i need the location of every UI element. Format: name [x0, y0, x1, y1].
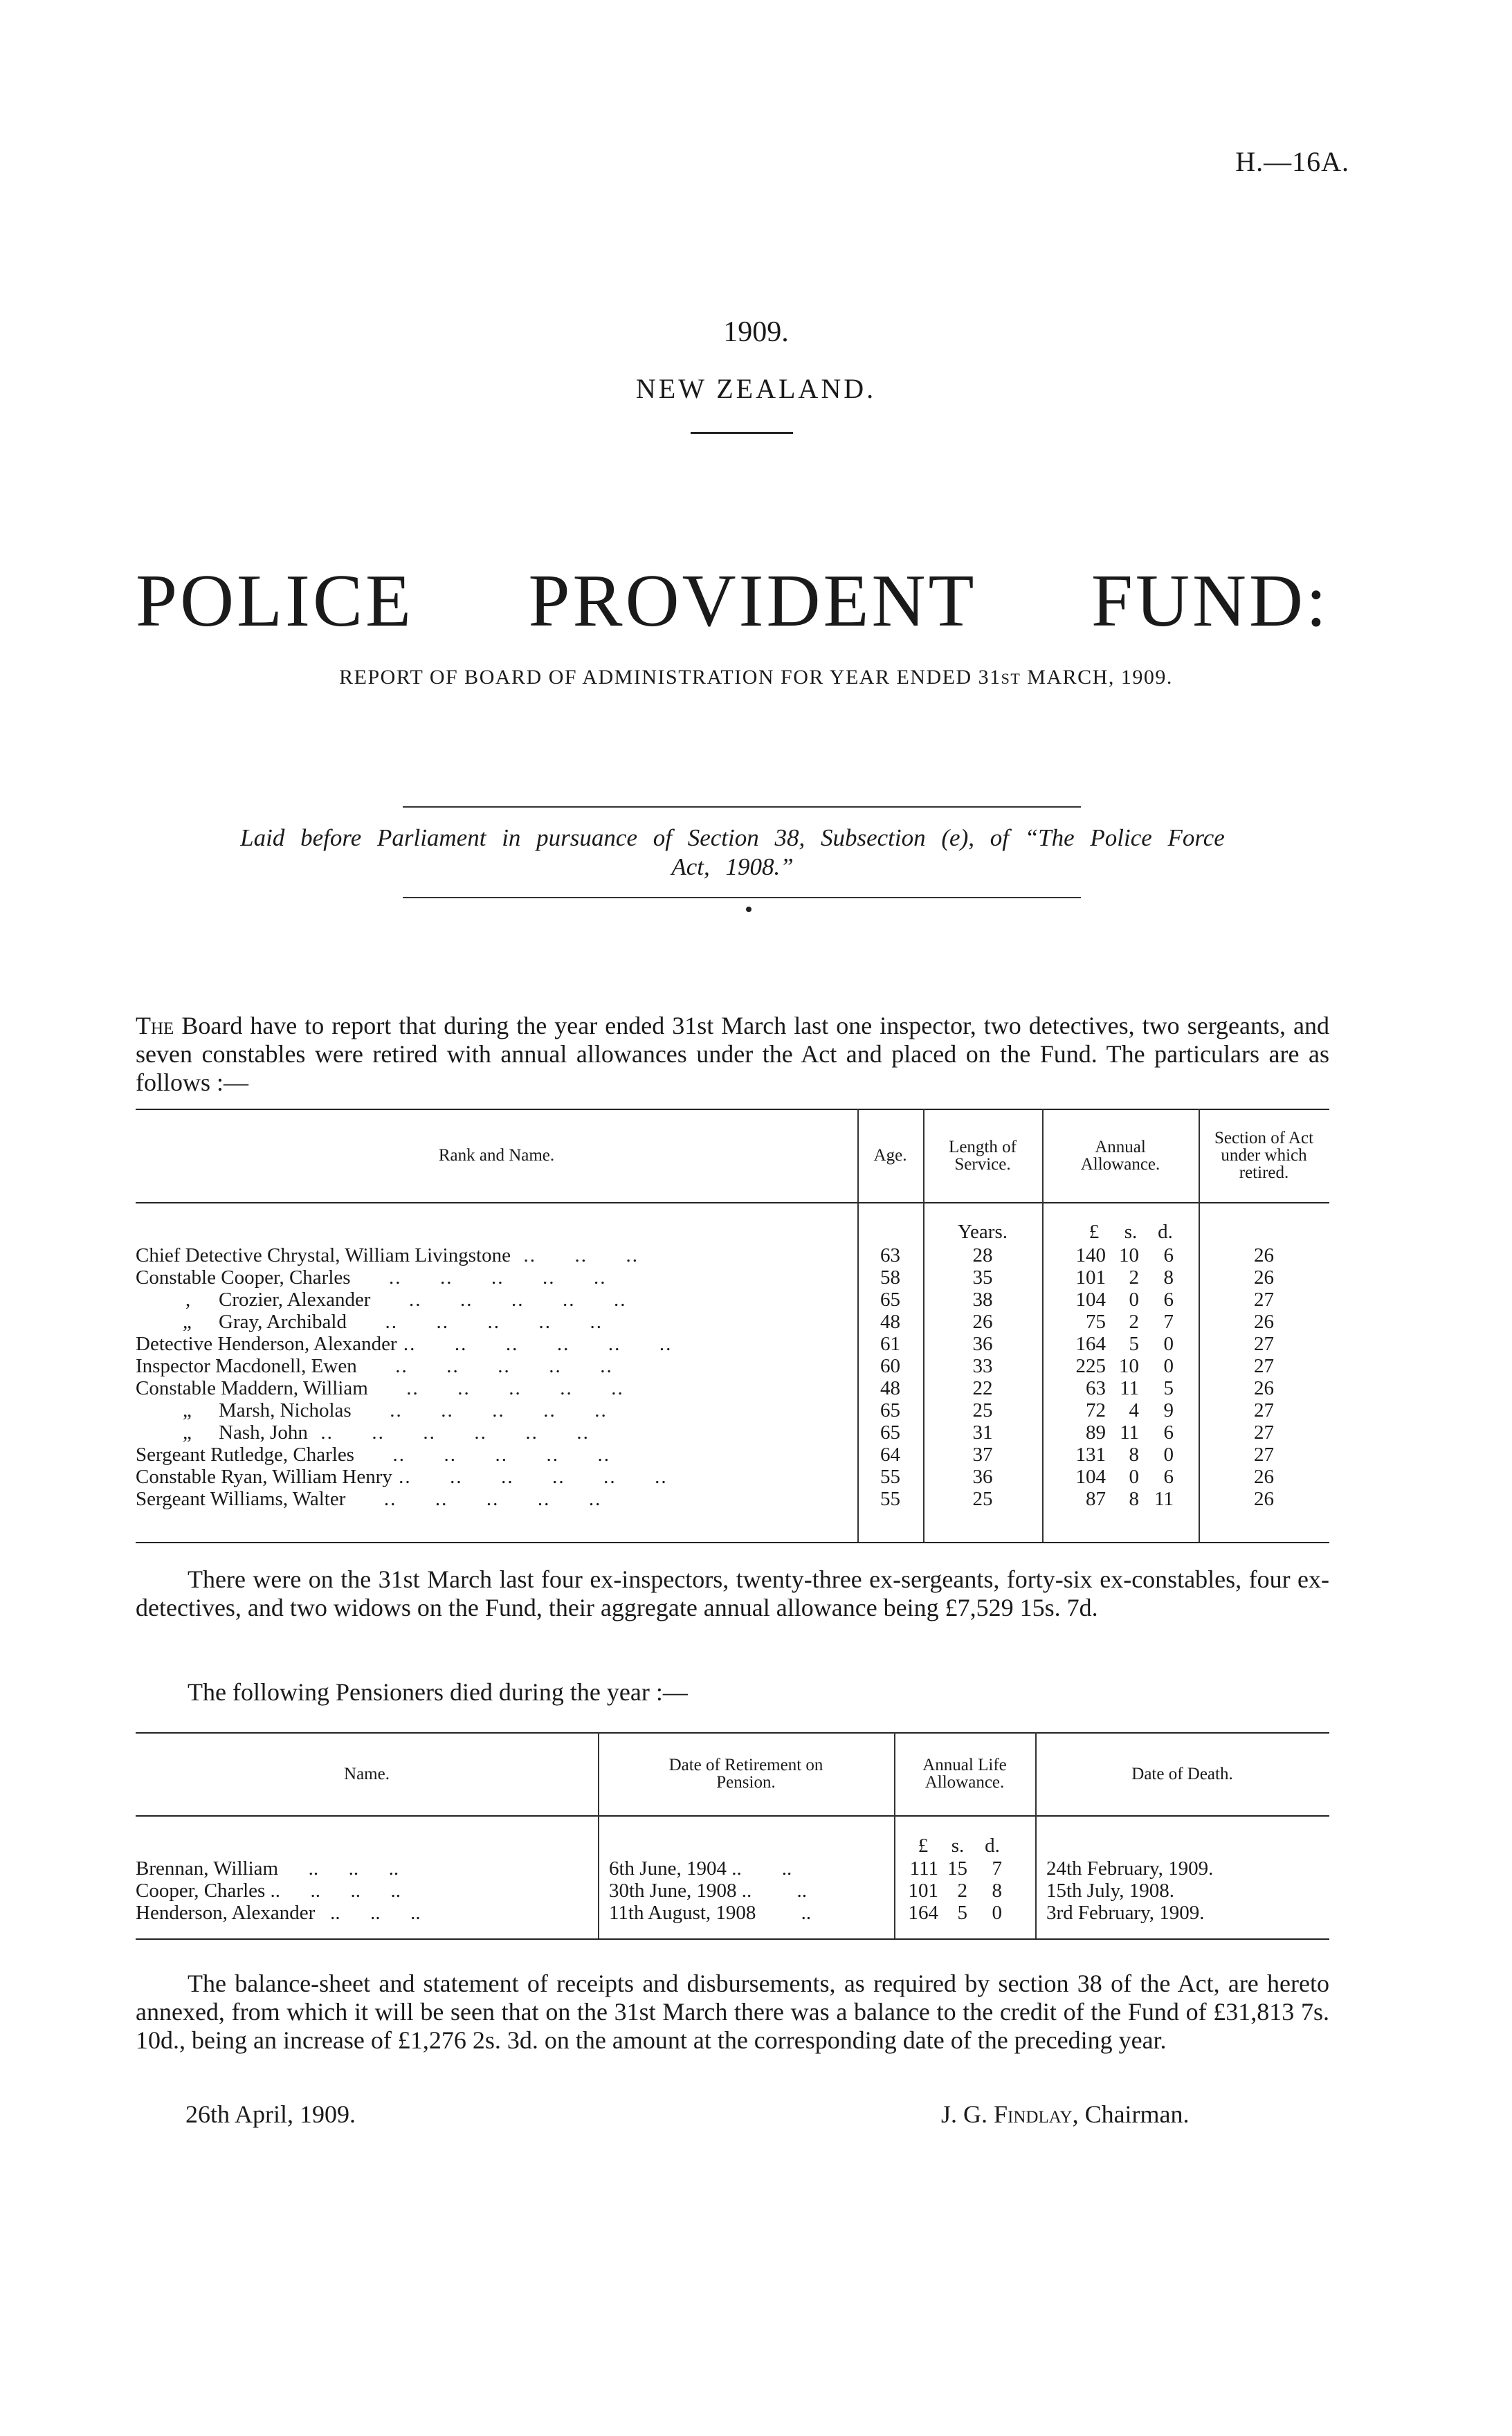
signature	[941, 2100, 1190, 2129]
ditto-mark: „	[183, 1311, 192, 1333]
death-date-cell: 3rd February, 1909.	[1046, 1902, 1205, 1924]
rank-name-cell	[136, 1377, 845, 1399]
service-cell: 37	[972, 1444, 993, 1466]
intro-paragraph	[136, 1012, 1329, 1097]
pensioner-name: Brennan, William	[136, 1857, 279, 1880]
pounds-cell: 111	[909, 1857, 938, 1880]
retiree-name: Sergeant Williams, Walter	[136, 1488, 346, 1510]
header-life-line2: Allowance.	[924, 1773, 1005, 1792]
retirement-date: 6th June, 1904	[609, 1857, 727, 1880]
service-cell: 28	[972, 1244, 993, 1266]
table-rule	[136, 1202, 1329, 1203]
pence-cell: 0	[1163, 1444, 1174, 1466]
header-length-of-service	[923, 1109, 1042, 1202]
shillings-cell: 5	[1129, 1333, 1139, 1355]
retirement-date: 11th August, 1908	[609, 1902, 756, 1924]
table-row	[136, 1466, 1329, 1488]
rank-name-cell	[136, 1444, 845, 1466]
table-row	[136, 1244, 1329, 1266]
unit-pounds: £	[918, 1835, 929, 1857]
age-cell: 65	[880, 1421, 900, 1444]
leader-dots: .. .. .. .. ..	[354, 1444, 610, 1466]
leader-dots: .. .. .. .. ..	[370, 1289, 627, 1311]
shillings-cell: 2	[957, 1880, 967, 1902]
subtitle-superscript: ST	[1001, 670, 1021, 687]
pence-cell: 6	[1163, 1466, 1174, 1488]
laid-line-2: Act, 1908.”	[671, 853, 794, 880]
rank-name-cell	[136, 1289, 928, 1311]
death-date-cell: 24th February, 1909.	[1046, 1857, 1214, 1880]
leader-dots: .. .. .. .. .. ..	[392, 1466, 668, 1488]
section-cell: 26	[1254, 1377, 1274, 1399]
retiree-name: Inspector Macdonell, Ewen	[136, 1355, 357, 1377]
pounds-cell: 104	[1075, 1466, 1106, 1488]
leader-dots: .. .. .. .. ..	[367, 1377, 624, 1399]
service-cell: 25	[972, 1488, 993, 1510]
divider	[403, 897, 1081, 898]
section-cell: 27	[1254, 1289, 1274, 1311]
deceased-pensioners-table	[136, 1732, 1329, 1940]
pounds-cell: 75	[1086, 1311, 1106, 1333]
pence-cell: 6	[1163, 1289, 1174, 1311]
pounds-cell: 164	[1075, 1333, 1106, 1355]
service-cell: 35	[972, 1266, 993, 1289]
table-row	[136, 1266, 1329, 1289]
signature-role: , Chairman.	[1072, 2100, 1190, 2128]
header-annual-life-allowance	[894, 1732, 1035, 1815]
pounds-cell: 140	[1075, 1244, 1106, 1266]
service-cell: 36	[972, 1333, 993, 1355]
ditto-mark: „	[183, 1421, 192, 1444]
rank-name-cell	[136, 1421, 928, 1444]
retiree-name: Sergeant Rutledge, Charles	[136, 1444, 354, 1466]
section-cell: 27	[1254, 1355, 1274, 1377]
service-cell: 33	[972, 1355, 993, 1377]
service-cell: 36	[972, 1466, 993, 1488]
retiree-name: Crozier, Alexander	[219, 1289, 371, 1311]
shillings-cell: 8	[1129, 1444, 1139, 1466]
pounds-cell: 131	[1075, 1444, 1106, 1466]
table-row	[136, 1355, 1329, 1377]
units-row	[136, 1835, 1329, 1857]
table-row	[136, 1399, 1329, 1421]
pence-cell: 0	[992, 1902, 1002, 1924]
fund-paragraph: There were on the 31st March last four ex-inspectors, twenty-three ex-sergeants, forty-six ex-constables, four ex-detectives, and two widows on the Fund, their aggregate annual allowance being £7,529 15s. 7d.	[136, 1565, 1329, 1621]
header-name: Name.	[344, 1764, 390, 1783]
retirement-date-cell	[609, 1880, 891, 1902]
pounds-cell: 63	[1086, 1377, 1106, 1399]
retiree-name: Constable Cooper, Charles	[136, 1266, 351, 1289]
section-cell: 26	[1254, 1266, 1274, 1289]
age-cell: 65	[880, 1399, 900, 1421]
header-rank-name: Rank and Name.	[438, 1146, 555, 1165]
retiree-name: Nash, John	[219, 1421, 308, 1444]
shillings-cell: 10	[1119, 1355, 1139, 1377]
leader-dots: .. .. .. .. ..	[350, 1266, 607, 1289]
unit-pence: d.	[1158, 1221, 1173, 1243]
header-section-of-act	[1199, 1109, 1329, 1202]
pensioner-name: Henderson, Alexander	[136, 1902, 316, 1924]
rank-name-cell	[136, 1355, 845, 1377]
age-cell: 61	[880, 1333, 900, 1355]
header-section-line3: retired.	[1239, 1163, 1289, 1182]
table-row	[136, 1421, 1329, 1444]
service-cell: 22	[972, 1377, 993, 1399]
leader-dots: .. .. .. .. .. ..	[397, 1333, 673, 1355]
age-cell: 48	[880, 1377, 900, 1399]
divider	[691, 432, 793, 434]
retiree-name: Constable Maddern, William	[136, 1377, 368, 1399]
header-retire-line2: Pension.	[716, 1773, 776, 1792]
rank-name-cell	[136, 1311, 928, 1333]
table-row	[136, 1902, 1329, 1924]
unit-pounds: £	[1089, 1221, 1100, 1243]
shillings-cell: 10	[1119, 1244, 1139, 1266]
service-cell: 38	[972, 1289, 993, 1311]
retiree-name: Marsh, Nicholas	[219, 1399, 352, 1421]
service-cell: 31	[972, 1421, 993, 1444]
table-row	[136, 1444, 1329, 1466]
leader-dots: ..	[756, 1902, 812, 1924]
pence-cell: 8	[992, 1880, 1002, 1902]
service-cell: 26	[972, 1311, 993, 1333]
name-cell	[136, 1902, 594, 1924]
subtitle-text-b: MARCH, 1909.	[1021, 666, 1173, 689]
age-cell: 60	[880, 1355, 900, 1377]
laid-before-parliament	[136, 824, 1329, 882]
leader-dots: .. ..	[736, 1880, 807, 1902]
report-subtitle	[0, 666, 1512, 689]
ornament-dot	[746, 907, 752, 912]
rank-name-cell	[136, 1488, 845, 1510]
pensioner-name: Cooper, Charles	[136, 1880, 266, 1902]
unit-pence: d.	[985, 1835, 1000, 1857]
leader-dots: .. .. ..	[278, 1857, 399, 1880]
ditto-mark: „	[183, 1399, 192, 1421]
shillings-cell: 2	[1129, 1311, 1139, 1333]
section-cell: 27	[1254, 1399, 1274, 1421]
title-word-provident: PROVIDENT	[528, 560, 977, 642]
shillings-cell: 0	[1129, 1466, 1139, 1488]
header-service-line1: Length of	[949, 1137, 1017, 1156]
report-date: 26th April, 1909.	[185, 2100, 356, 2128]
header-section-line2: under which	[1221, 1146, 1307, 1165]
pence-cell: 5	[1163, 1377, 1174, 1399]
pence-cell: 11	[1154, 1488, 1174, 1510]
retiree-name: Gray, Archibald	[219, 1311, 347, 1333]
section-cell: 26	[1254, 1488, 1274, 1510]
header-allowance-line2: Allowance.	[1080, 1154, 1160, 1174]
shillings-cell: 8	[1129, 1488, 1139, 1510]
pence-cell: 6	[1163, 1421, 1174, 1444]
ditto-mark: ,	[185, 1289, 191, 1311]
section-cell: 27	[1254, 1421, 1274, 1444]
table-rule	[136, 1938, 1329, 1940]
pounds-cell: 101	[1075, 1266, 1106, 1289]
retirement-date-cell	[609, 1857, 891, 1880]
title-word-police: POLICE	[136, 560, 414, 642]
divider	[403, 806, 1081, 808]
retirements-table	[136, 1109, 1329, 1543]
pounds-cell: 225	[1075, 1355, 1106, 1377]
laid-line-1: Laid before Parliament in pursuance of Section 38, Subsection (e), of “The Police Force	[240, 824, 1225, 851]
leader-dots: .. .. ..	[510, 1244, 639, 1266]
table-row	[136, 1488, 1329, 1510]
leader-dots: .. .. .. .. .. ..	[307, 1421, 590, 1444]
section-cell: 26	[1254, 1311, 1274, 1333]
page-title	[136, 560, 1329, 642]
intro-text: Board have to report that during the year ended 31st March last one inspector, two detectives, two sergeants, and seven constables were retired with annual allowances under the Act and placed on the Fund. The particulars are as follows :—	[136, 1012, 1329, 1096]
header-date-of-retirement	[598, 1732, 894, 1815]
death-date-cell: 15th July, 1908.	[1046, 1880, 1175, 1902]
name-cell	[136, 1880, 594, 1902]
intro-lead-word: The	[136, 1012, 174, 1039]
rank-name-cell	[136, 1266, 845, 1289]
age-cell: 64	[880, 1444, 900, 1466]
rank-name-cell	[136, 1399, 928, 1421]
unit-shillings: s.	[1124, 1221, 1138, 1243]
name-cell	[136, 1857, 594, 1880]
section-cell: 27	[1254, 1333, 1274, 1355]
section-cell: 27	[1254, 1444, 1274, 1466]
unit-shillings: s.	[951, 1835, 965, 1857]
shillings-cell: 5	[957, 1902, 967, 1924]
shillings-cell: 15	[947, 1857, 967, 1880]
retiree-name: Detective Henderson, Alexander	[136, 1333, 397, 1355]
pounds-cell: 164	[908, 1902, 938, 1924]
country-heading: NEW ZEALAND.	[635, 373, 877, 404]
retiree-name: Chief Detective Chrystal, William Livingstone	[136, 1244, 511, 1266]
shillings-cell: 0	[1129, 1289, 1139, 1311]
leader-dots: .. .. .. .. ..	[356, 1355, 613, 1377]
leader-dots: .. .. .. .. ..	[346, 1311, 603, 1333]
retirement-date-cell	[609, 1902, 891, 1924]
header-service-line2: Service.	[954, 1154, 1011, 1174]
pence-cell: 0	[1163, 1355, 1174, 1377]
age-cell: 65	[880, 1289, 900, 1311]
pounds-cell: 87	[1086, 1488, 1106, 1510]
retiree-name: Constable Ryan, William Henry	[136, 1466, 392, 1488]
header-age: Age.	[873, 1146, 907, 1165]
header-retire-line1: Date of Retirement on	[668, 1756, 823, 1774]
document-year: 1909.	[723, 316, 789, 348]
header-allowance-line1: Annual	[1095, 1137, 1146, 1156]
age-cell: 55	[880, 1466, 900, 1488]
pence-cell: 0	[1163, 1333, 1174, 1355]
age-cell: 58	[880, 1266, 900, 1289]
pounds-cell: 101	[908, 1880, 938, 1902]
leader-dots: .. ..	[726, 1857, 792, 1880]
header-annual-allowance	[1042, 1109, 1199, 1202]
pounds-cell: 72	[1086, 1399, 1106, 1421]
age-cell: 48	[880, 1311, 900, 1333]
shillings-cell: 11	[1120, 1377, 1139, 1399]
table-row	[136, 1857, 1329, 1880]
leader-dots: .. .. ..	[315, 1902, 421, 1924]
signature-initials: J. G.	[941, 2100, 994, 2128]
table-row	[136, 1289, 1329, 1311]
shillings-cell: 11	[1120, 1421, 1139, 1444]
table-row	[136, 1311, 1329, 1333]
subtitle-text-a: REPORT OF BOARD OF ADMINISTRATION FOR YEAR ENDED 31	[339, 666, 1001, 689]
title-word-fund: FUND:	[1091, 560, 1329, 642]
pounds-cell: 104	[1075, 1289, 1106, 1311]
pence-cell: 7	[1163, 1311, 1174, 1333]
units-row	[136, 1221, 1329, 1243]
age-cell: 55	[880, 1488, 900, 1510]
table-rule	[136, 1815, 1329, 1817]
age-cell: 63	[880, 1244, 900, 1266]
table-row	[136, 1377, 1329, 1399]
document-reference: H.—16A.	[1235, 146, 1349, 177]
leader-dots: .. .. .. .. ..	[345, 1488, 602, 1510]
pence-cell: 7	[992, 1857, 1002, 1880]
section-cell: 26	[1254, 1466, 1274, 1488]
pence-cell: 9	[1163, 1399, 1174, 1421]
leader-dots: .. .. .. ..	[265, 1880, 401, 1902]
table-rule	[136, 1542, 1329, 1543]
table-row	[136, 1333, 1329, 1355]
rank-name-cell	[136, 1244, 845, 1266]
header-life-line1: Annual Life	[922, 1756, 1007, 1774]
deaths-intro: The following Pensioners died during the year :—	[188, 1678, 688, 1706]
rank-name-cell	[136, 1466, 845, 1488]
header-date-of-death: Date of Death.	[1131, 1764, 1233, 1783]
balance-paragraph: The balance-sheet and statement of receipts and disbursements, as required by section 38 of the Act, are hereto annexed, from which it will be seen that on the 31st March there was a balance to the credit of the Fund of £31,813 7s. 10d., being an increase of £1,276 2s. 3d. on the amount at the corresponding date of the preceding year.	[136, 1970, 1329, 2054]
pounds-cell: 89	[1086, 1421, 1106, 1444]
signature-name: Findlay	[994, 2100, 1073, 2128]
shillings-cell: 4	[1129, 1399, 1139, 1421]
pence-cell: 6	[1163, 1244, 1174, 1266]
leader-dots: .. .. .. .. ..	[351, 1399, 608, 1421]
pence-cell: 8	[1163, 1266, 1174, 1289]
shillings-cell: 2	[1129, 1266, 1139, 1289]
table-row	[136, 1880, 1329, 1902]
unit-years: Years.	[958, 1221, 1008, 1243]
rank-name-cell	[136, 1333, 845, 1355]
section-cell: 26	[1254, 1244, 1274, 1266]
header-section-line1: Section of Act	[1214, 1129, 1314, 1147]
retirement-date: 30th June, 1908	[609, 1880, 737, 1902]
service-cell: 25	[972, 1399, 993, 1421]
